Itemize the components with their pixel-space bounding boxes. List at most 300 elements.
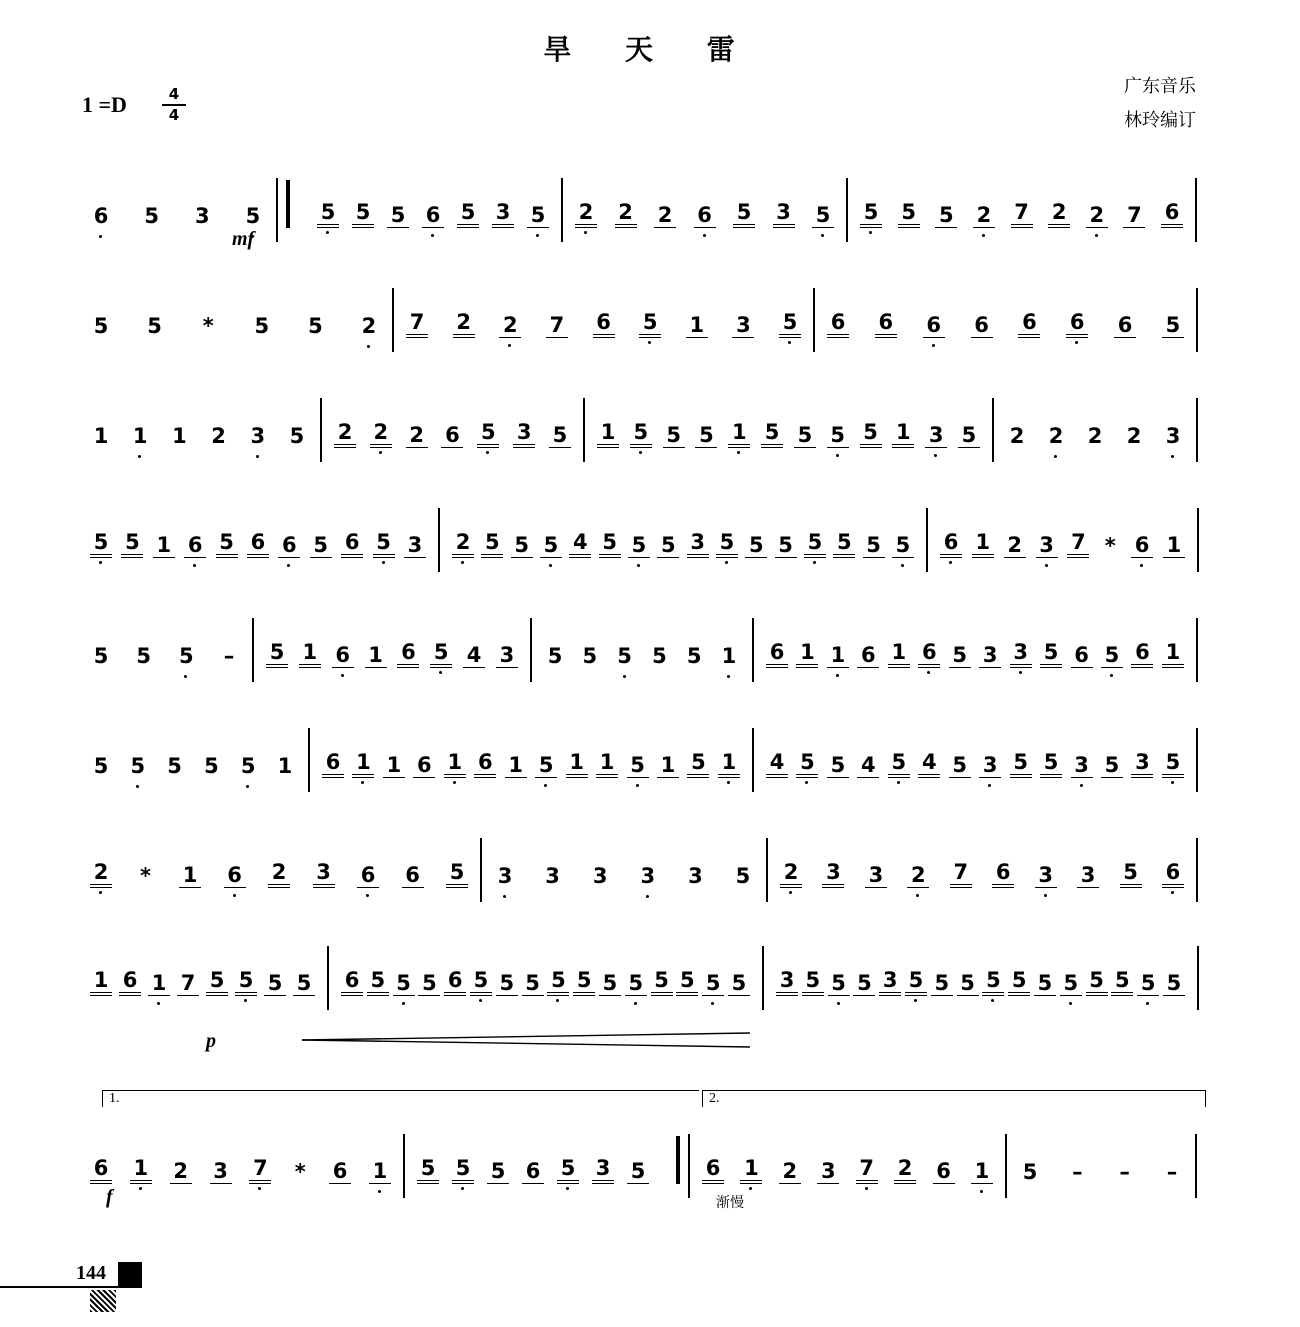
- octave-dot-below: [99, 891, 102, 894]
- note: 3: [494, 864, 516, 888]
- note: 6: [1018, 310, 1040, 338]
- note: 3: [817, 1159, 839, 1184]
- note: 5: [373, 530, 395, 558]
- measure: [928, 508, 1199, 572]
- note: 6: [402, 863, 424, 888]
- note: 3: [1035, 863, 1057, 888]
- octave-dot-below: [901, 564, 904, 567]
- note: 2: [452, 530, 474, 558]
- note: 3: [776, 968, 798, 996]
- octave-dot-below: [916, 894, 919, 897]
- time-signature-bottom: 4: [168, 106, 180, 124]
- octave-dot-below: [367, 345, 370, 348]
- note: 5: [206, 968, 228, 996]
- measure: [754, 728, 1198, 792]
- note: 5: [452, 1156, 474, 1184]
- octave-dot-below: [1075, 341, 1078, 344]
- octave-dot-below: [991, 999, 994, 1002]
- note: 6: [1066, 310, 1088, 338]
- note: 5: [796, 750, 818, 778]
- note: 5: [639, 310, 661, 338]
- note: 3: [732, 313, 754, 338]
- note: 3: [1010, 640, 1032, 668]
- octave-dot-below: [980, 1190, 983, 1193]
- octave-dot-below: [836, 674, 839, 677]
- measure: [815, 288, 1198, 352]
- note: 5: [863, 533, 885, 558]
- measure: [405, 1134, 690, 1198]
- note: 3: [1131, 750, 1153, 778]
- note: 5: [982, 968, 1004, 996]
- note: 2: [499, 313, 521, 338]
- note: 2: [1126, 424, 1142, 448]
- measure: [994, 398, 1198, 462]
- measure: [329, 946, 764, 1010]
- octave-dot-below: [431, 234, 434, 237]
- note: 3: [247, 424, 269, 448]
- octave-dot-below: [1019, 671, 1022, 674]
- note: 6: [341, 530, 363, 558]
- note: 7: [856, 1156, 878, 1184]
- note: 5: [761, 420, 783, 448]
- note: 5: [235, 968, 257, 996]
- note: 1: [369, 1159, 391, 1184]
- note: 6: [1131, 640, 1153, 668]
- note: 5: [93, 644, 109, 668]
- note: 5: [557, 1156, 579, 1184]
- octave-dot-below: [637, 564, 640, 567]
- note: 5: [175, 644, 197, 668]
- measure: [88, 1134, 405, 1198]
- note: 5: [237, 754, 259, 778]
- note: 1: [179, 863, 201, 888]
- note: 2: [268, 860, 290, 888]
- note: 4: [918, 750, 940, 778]
- note: 5: [625, 971, 647, 996]
- note: 5: [958, 423, 980, 448]
- note: 5: [393, 971, 415, 996]
- note: 2: [1048, 200, 1070, 228]
- note: 6: [702, 1156, 724, 1184]
- note: 5: [144, 204, 159, 228]
- octave-dot-below: [1069, 1002, 1072, 1005]
- ornament-mark: *: [202, 314, 214, 338]
- note: 3: [496, 643, 518, 668]
- octave-dot-below: [341, 674, 344, 677]
- note: 5: [582, 644, 598, 668]
- note: 5: [827, 423, 849, 448]
- note: 2: [406, 423, 428, 448]
- note: 5: [812, 203, 834, 228]
- note: 1: [718, 750, 740, 778]
- note: 3: [404, 533, 426, 558]
- octave-dot-below: [1045, 564, 1048, 567]
- note: 5: [695, 423, 717, 448]
- note: 5: [804, 530, 826, 558]
- note: 3: [979, 643, 1001, 668]
- note: 5: [745, 533, 767, 558]
- note: 5: [599, 971, 621, 996]
- octave-dot-below: [461, 561, 464, 564]
- note: 6: [1114, 313, 1136, 338]
- note: 1: [796, 640, 818, 668]
- note: 6: [593, 310, 615, 338]
- note: 5: [317, 200, 339, 228]
- octave-dot-below: [727, 675, 730, 678]
- volta-first-label: 1.: [109, 1091, 120, 1106]
- note: 5: [93, 314, 109, 338]
- measure: [482, 838, 768, 902]
- note: 5: [1162, 313, 1184, 338]
- note: 5: [716, 530, 738, 558]
- note: 6: [1161, 200, 1183, 228]
- note: 3: [687, 530, 709, 558]
- dynamic-f: f: [106, 1186, 113, 1208]
- ornament-mark: *: [1104, 534, 1116, 558]
- measure: [563, 178, 848, 242]
- note: 4: [857, 753, 879, 778]
- note: 5: [457, 200, 479, 228]
- note: 5: [702, 971, 724, 996]
- note: 1: [352, 750, 374, 778]
- note: 1: [153, 533, 175, 558]
- note: 5: [93, 754, 109, 778]
- note: 3: [688, 864, 703, 888]
- note: 5: [310, 533, 332, 558]
- note: 5: [293, 971, 315, 996]
- note: 6: [875, 310, 897, 338]
- note: 5: [216, 530, 238, 558]
- note: 5: [1034, 971, 1056, 996]
- note: 2: [1086, 203, 1108, 228]
- note: 5: [127, 754, 149, 778]
- octave-dot-below: [244, 999, 247, 1002]
- octave-dot-below: [805, 781, 808, 784]
- note: 5: [540, 533, 562, 558]
- octave-dot-below: [99, 561, 102, 564]
- measure: [88, 618, 254, 682]
- note: 5: [957, 971, 979, 996]
- octave-dot-below: [711, 1002, 714, 1005]
- note: 1: [740, 1156, 762, 1184]
- octave-dot-below: [246, 785, 249, 788]
- note: 5: [892, 533, 914, 558]
- note: 5: [573, 968, 595, 996]
- octave-dot-below: [725, 561, 728, 564]
- decrescendo-hairpin: [300, 1030, 752, 1050]
- octave-dot-below: [549, 564, 552, 567]
- note: 6: [1162, 860, 1184, 888]
- measure: [278, 178, 563, 242]
- octave-dot-below: [366, 894, 369, 897]
- score-row: [88, 382, 1200, 462]
- note: 1: [728, 420, 750, 448]
- note: 5: [860, 420, 882, 448]
- note: 5: [949, 753, 971, 778]
- note: 1: [93, 424, 109, 448]
- octave-dot-below: [836, 454, 839, 457]
- piece-title: 旱 天 雷: [543, 33, 757, 66]
- octave-dot-below: [1171, 781, 1174, 784]
- note: 5: [775, 533, 797, 558]
- note: 3: [1036, 533, 1058, 558]
- note: 6: [224, 863, 246, 888]
- octave-dot-below: [566, 1187, 569, 1190]
- note: 5: [242, 204, 264, 228]
- octave-dot-below: [486, 451, 489, 454]
- note: 5: [628, 533, 650, 558]
- volta-second-label: 2.: [709, 1091, 720, 1106]
- note: 1: [657, 753, 679, 778]
- note: 1: [892, 420, 914, 448]
- note: 5: [853, 971, 875, 996]
- note: 2: [973, 203, 995, 228]
- note: 3: [492, 200, 514, 228]
- octave-dot-below: [508, 344, 511, 347]
- octave-dot-below: [634, 1002, 637, 1005]
- tempo-ritard: 渐慢: [716, 1195, 744, 1211]
- note: 2: [575, 200, 597, 228]
- note: 2: [370, 420, 392, 448]
- note: 5: [1101, 753, 1123, 778]
- octave-dot-below: [1110, 674, 1113, 677]
- volta-second: [702, 1090, 1206, 1107]
- note: 3: [313, 860, 335, 888]
- octave-dot-below: [737, 451, 740, 454]
- octave-dot-below: [1171, 455, 1174, 458]
- octave-dot-below: [193, 564, 196, 567]
- note: 5: [905, 968, 927, 996]
- time-signature: [162, 86, 186, 124]
- measure: [88, 838, 482, 902]
- note: 5: [367, 968, 389, 996]
- note: 5: [599, 530, 621, 558]
- note: 5: [735, 864, 751, 888]
- note: 1: [383, 753, 405, 778]
- note: 5: [1162, 750, 1184, 778]
- note: 5: [289, 424, 305, 448]
- octave-dot-below: [897, 781, 900, 784]
- note: 3: [210, 1159, 232, 1184]
- dynamic-p: p: [206, 1030, 216, 1052]
- octave-dot-below: [556, 999, 559, 1002]
- note: 5: [779, 310, 801, 338]
- note: 6: [413, 753, 435, 778]
- note: 1: [90, 968, 112, 996]
- octave-dot-below: [821, 234, 824, 237]
- note: 5: [949, 643, 971, 668]
- note: 5: [1008, 968, 1030, 996]
- note: 2: [654, 203, 676, 228]
- note: 5: [352, 200, 374, 228]
- note: 3: [979, 753, 1001, 778]
- note: 5: [121, 530, 143, 558]
- note: 6: [933, 1159, 955, 1184]
- measure: [1007, 1134, 1197, 1198]
- note: 7: [1123, 203, 1145, 228]
- page-footer-line: [0, 1286, 118, 1288]
- note: 5: [547, 968, 569, 996]
- octave-dot-below: [934, 454, 937, 457]
- note: 2: [334, 420, 356, 448]
- note: 5: [527, 203, 549, 228]
- note: 5: [663, 423, 685, 448]
- octave-dot-below: [1044, 894, 1047, 897]
- octave-dot-below: [865, 1187, 868, 1190]
- note: 2: [358, 314, 380, 338]
- octave-dot-below: [378, 1190, 381, 1193]
- octave-dot-below: [636, 784, 639, 787]
- note: 5: [802, 968, 824, 996]
- key-signature: 1 =D: [82, 92, 127, 117]
- note: 2: [90, 860, 112, 888]
- measure: [88, 728, 310, 792]
- note: 2: [1045, 424, 1067, 448]
- note: 1: [129, 424, 151, 448]
- note: 6: [918, 640, 940, 668]
- note: 5: [728, 971, 750, 996]
- note: 4: [766, 750, 788, 778]
- octave-dot-below: [184, 675, 187, 678]
- note: 1: [172, 424, 187, 448]
- note: 4: [463, 643, 485, 668]
- note: 1: [130, 1156, 152, 1184]
- measure: [532, 618, 754, 682]
- octave-dot-below: [648, 341, 651, 344]
- note: 5: [481, 530, 503, 558]
- time-signature-top: 4: [168, 85, 180, 103]
- editor-credit: 林玲编订: [1124, 110, 1196, 131]
- note: 1: [718, 644, 740, 668]
- note: 3: [925, 423, 947, 448]
- note: 5: [254, 314, 270, 338]
- note: 5: [860, 200, 882, 228]
- note: 5: [1101, 643, 1123, 668]
- measure: [310, 728, 754, 792]
- note: 6: [522, 1159, 544, 1184]
- measure: [764, 946, 1199, 1010]
- note: 2: [1009, 424, 1025, 448]
- measure: [254, 618, 532, 682]
- note: 6: [119, 968, 141, 996]
- note: 5: [898, 200, 920, 228]
- note: 3: [1071, 753, 1093, 778]
- note: 5: [477, 420, 499, 448]
- octave-dot-below: [99, 235, 102, 238]
- note: 5: [676, 968, 698, 996]
- octave-dot-below: [1054, 455, 1057, 458]
- note: 3: [637, 864, 659, 888]
- octave-dot-below: [536, 234, 539, 237]
- note: 3: [773, 200, 795, 228]
- note: 1: [566, 750, 588, 778]
- note: 5: [204, 754, 219, 778]
- note: 5: [1163, 971, 1185, 996]
- note: 5: [828, 971, 850, 996]
- note: 6: [247, 530, 269, 558]
- octave-dot-below: [788, 341, 791, 344]
- octave-dot-below: [988, 784, 991, 787]
- note: 6: [766, 640, 788, 668]
- note: 5: [627, 1159, 649, 1184]
- note: 7: [950, 860, 972, 888]
- note: 6: [397, 640, 419, 668]
- measure: [88, 288, 394, 352]
- measure: [88, 946, 329, 1010]
- note: 5: [1137, 971, 1159, 996]
- note: 2: [907, 863, 929, 888]
- note: 5: [418, 971, 440, 996]
- octave-dot-below: [869, 231, 872, 234]
- octave-dot-below: [544, 784, 547, 787]
- note: 5: [935, 203, 957, 228]
- note: 3: [1077, 863, 1099, 888]
- score-row: [88, 162, 1200, 242]
- score-row: [88, 492, 1200, 572]
- note: 6: [90, 1156, 112, 1184]
- volta-first: [102, 1090, 699, 1107]
- measure: [88, 508, 440, 572]
- note: 5: [1040, 640, 1062, 668]
- note: 5: [522, 971, 544, 996]
- octave-dot-below: [1080, 784, 1083, 787]
- page-footer-pattern: [90, 1290, 116, 1312]
- note: 5: [657, 533, 679, 558]
- note: 6: [857, 643, 879, 668]
- octave-dot-below: [136, 785, 139, 788]
- note: 6: [923, 313, 945, 338]
- note: 6: [441, 423, 463, 448]
- note: 3: [865, 863, 887, 888]
- octave-dot-below: [258, 1187, 261, 1190]
- note: 5: [90, 530, 112, 558]
- note: 6: [827, 310, 849, 338]
- dynamic-mf: mf: [232, 228, 255, 250]
- octave-dot-below: [453, 781, 456, 784]
- note: 6: [357, 863, 379, 888]
- note: 6: [332, 643, 354, 668]
- note: 5: [652, 644, 667, 668]
- note: 5: [833, 530, 855, 558]
- note: 3: [195, 204, 210, 228]
- note: 3: [513, 420, 535, 448]
- octave-dot-below: [157, 1002, 160, 1005]
- octave-dot-below: [623, 675, 626, 678]
- note: 5: [308, 314, 323, 338]
- note: 1: [1162, 640, 1184, 668]
- note: 1: [1163, 533, 1185, 558]
- octave-dot-below: [233, 894, 236, 897]
- note: 5: [264, 971, 286, 996]
- page-number-block: [118, 1262, 142, 1288]
- octave-dot-below: [361, 781, 364, 784]
- note: 3: [545, 864, 560, 888]
- note: 5: [686, 644, 702, 668]
- sustain-dash: –: [1166, 1160, 1178, 1184]
- note: 2: [1087, 424, 1103, 448]
- note: 3: [822, 860, 844, 888]
- octave-dot-below: [749, 1187, 752, 1190]
- score-row: [88, 822, 1200, 902]
- note: 6: [940, 530, 962, 558]
- note: 5: [931, 971, 953, 996]
- note: 4: [569, 530, 591, 558]
- octave-dot-below: [287, 564, 290, 567]
- note: 5: [1040, 750, 1062, 778]
- note: 2: [170, 1159, 192, 1184]
- octave-dot-below: [646, 895, 649, 898]
- octave-dot-below: [584, 231, 587, 234]
